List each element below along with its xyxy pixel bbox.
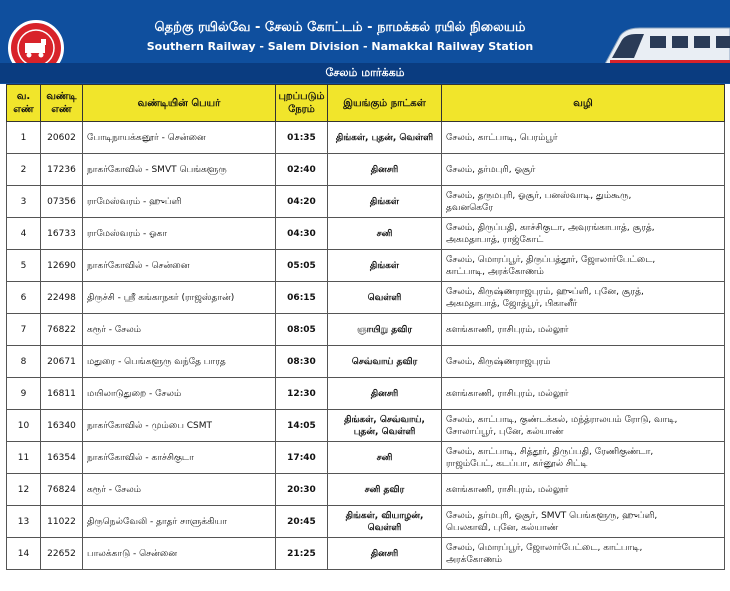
route-cell: களங்காணி, ராசிபுரம், மல்லூர் <box>442 474 725 506</box>
train-name-cell: கரூர் - சேலம் <box>83 314 276 346</box>
train-number-cell: 17236 <box>41 154 83 186</box>
running-days-cell: சனி <box>328 218 442 250</box>
route-cell: சேலம், காட்பாடி, சித்தூர், திருப்பதி, ரேணிகுண்டா, ராஜம்பேட், கடப்பா, கர்னூல் சிட்டி <box>442 442 725 474</box>
departure-time-cell: 08:30 <box>276 346 328 378</box>
serial-cell: 11 <box>7 442 41 474</box>
table-row <box>7 378 725 410</box>
route-cell: சேலம், தருமபுரி, ஓசூர், பனஸ்வாடி, தும்கூரு, தவனகெரே <box>442 186 725 218</box>
serial-cell: 6 <box>7 282 41 314</box>
running-days-cell: வெள்ளி <box>328 282 442 314</box>
running-days-cell: திங்கள், புதன், வெள்ளி <box>328 122 442 154</box>
serial-cell: 8 <box>7 346 41 378</box>
train-name-cell: நாகர்கோவில் - மும்பை CSMT <box>83 410 276 442</box>
route-cell: சேலம், கிருஷ்ணராஜபுரம், ஹுப்ளி, புனே, சூரத், அகமதாபாத், ஜோத்பூர், பிகானீர் <box>442 282 725 314</box>
train-name-cell: நாகர்கோவில் - காச்சிகுடா <box>83 442 276 474</box>
col-header-serial: வ. எண் <box>7 85 41 122</box>
route-banner <box>0 63 730 83</box>
departure-time-cell: 20:30 <box>276 474 328 506</box>
route-cell: சேலம், மொரப்பூர், திருப்பத்தூர், ஜோலார்பேட்டை, காட்பாடி, அரக்கோணம் <box>442 250 725 282</box>
train-number-cell: 16340 <box>41 410 83 442</box>
departure-time-cell: 04:20 <box>276 186 328 218</box>
train-number-cell: 11022 <box>41 506 83 538</box>
col-header-train-number: வண்டி எண் <box>41 85 83 122</box>
route-cell: சேலம், தர்மபுரி, ஓசூர், SMVT பெங்களூரு, ஹுப்ளி, பெலகாவி, புனே, கல்யாண் <box>442 506 725 538</box>
train-number-cell: 07356 <box>41 186 83 218</box>
train-number-cell: 16354 <box>41 442 83 474</box>
serial-cell: 4 <box>7 218 41 250</box>
train-number-cell: 20602 <box>41 122 83 154</box>
train-number-cell: 22652 <box>41 538 83 570</box>
route-cell: களங்காணி, ராசிபுரம், மல்லூர் <box>442 378 725 410</box>
timetable <box>6 84 725 570</box>
locomotive-icon <box>16 28 56 68</box>
running-days-cell: திங்கள் <box>328 250 442 282</box>
route-label: சேலம் மார்க்கம் <box>325 66 405 79</box>
departure-time-cell: 14:05 <box>276 410 328 442</box>
col-header-running-days: இயங்கும் நாட்கள் <box>328 85 442 122</box>
col-header-departure-time: புறப்படும் நேரம் <box>276 85 328 122</box>
table-row <box>7 250 725 282</box>
train-name-cell: பாலக்காடு - சென்னை <box>83 538 276 570</box>
table-row <box>7 186 725 218</box>
table-row <box>7 346 725 378</box>
departure-time-cell: 05:05 <box>276 250 328 282</box>
departure-time-cell: 04:30 <box>276 218 328 250</box>
running-days-cell: திங்கள், வியாழன், வெள்ளி <box>328 506 442 538</box>
train-number-cell: 76822 <box>41 314 83 346</box>
running-days-cell: சனி <box>328 442 442 474</box>
table-row <box>7 154 725 186</box>
serial-cell: 12 <box>7 474 41 506</box>
serial-cell: 13 <box>7 506 41 538</box>
page-header <box>0 0 730 84</box>
header-title-tamil: தெற்கு ரயில்வே - சேலம் கோட்டம் - நாமக்கல் ரயில் நிலையம் <box>154 20 526 35</box>
departure-time-cell: 17:40 <box>276 442 328 474</box>
table-header-row <box>7 85 725 122</box>
route-cell: சேலம், காட்பாடி, பெரம்பூர் <box>442 122 725 154</box>
train-number-cell: 16733 <box>41 218 83 250</box>
train-number-cell: 22498 <box>41 282 83 314</box>
serial-cell: 14 <box>7 538 41 570</box>
col-header-train-name: வண்டியின் பெயர் <box>83 85 276 122</box>
train-number-cell: 76824 <box>41 474 83 506</box>
departure-time-cell: 21:25 <box>276 538 328 570</box>
train-name-cell: நாகர்கோவில் - சென்னை <box>83 250 276 282</box>
table-row <box>7 122 725 154</box>
table-row <box>7 218 725 250</box>
table-row <box>7 410 725 442</box>
running-days-cell: ஞாயிறு தவிர <box>328 314 442 346</box>
train-name-cell: திருச்சி - ஸ்ரீ கங்காநகர் (ராஜஸ்தான்) <box>83 282 276 314</box>
route-cell: சேலம், மொரப்பூர், ஜோலார்பேட்டை, காட்பாடி, அரக்கோணம் <box>442 538 725 570</box>
departure-time-cell: 20:45 <box>276 506 328 538</box>
route-cell: சேலம், தர்மபுரி, ஓசூர் <box>442 154 725 186</box>
train-name-cell: திருநெல்வேலி - தாதர் சாளுக்கியா <box>83 506 276 538</box>
train-name-cell: ராமேஸ்வரம் - ஹுப்ளி <box>83 186 276 218</box>
table-row <box>7 538 725 570</box>
departure-time-cell: 12:30 <box>276 378 328 410</box>
train-name-cell: போடிநாயக்கனூர் - சென்னை <box>83 122 276 154</box>
table-row <box>7 442 725 474</box>
serial-cell: 1 <box>7 122 41 154</box>
train-number-cell: 20671 <box>41 346 83 378</box>
serial-cell: 3 <box>7 186 41 218</box>
running-days-cell: திங்கள் <box>328 186 442 218</box>
table-body <box>7 122 725 570</box>
table-row <box>7 474 725 506</box>
table-row <box>7 314 725 346</box>
route-cell: சேலம், திருப்பதி, காச்சிகுடா, அவுரங்காபாத், சூரத், அகமதாபாத், ராஜ்கோட் <box>442 218 725 250</box>
train-name-cell: கரூர் - சேலம் <box>83 474 276 506</box>
train-number-cell: 12690 <box>41 250 83 282</box>
running-days-cell: தினசரி <box>328 538 442 570</box>
col-header-route: வழி <box>442 85 725 122</box>
header-title-english: Southern Railway - Salem Division - Namakkal Railway Station <box>146 40 534 53</box>
running-days-cell: தினசரி <box>328 154 442 186</box>
running-days-cell: தினசரி <box>328 378 442 410</box>
serial-cell: 10 <box>7 410 41 442</box>
table-row <box>7 282 725 314</box>
departure-time-cell: 02:40 <box>276 154 328 186</box>
serial-cell: 9 <box>7 378 41 410</box>
train-name-cell: நாகர்கோவில் - SMVT பெங்களூரு <box>83 154 276 186</box>
route-cell: சேலம், காட்பாடி, குண்டக்கல், மந்த்ராலயம் ரோடு, வாடி, சோலாப்பூர், புனே, கல்யாண் <box>442 410 725 442</box>
running-days-cell: திங்கள், செவ்வாய், புதன், வெள்ளி <box>328 410 442 442</box>
departure-time-cell: 01:35 <box>276 122 328 154</box>
departure-time-cell: 08:05 <box>276 314 328 346</box>
train-name-cell: ராமேஸ்வரம் - ஓகா <box>83 218 276 250</box>
route-cell: சேலம், கிருஷ்ணராஜபுரம் <box>442 346 725 378</box>
train-name-cell: மயிலாடுதுறை - சேலம் <box>83 378 276 410</box>
running-days-cell: சனி தவிர <box>328 474 442 506</box>
departure-time-cell: 06:15 <box>276 282 328 314</box>
route-cell: களங்காணி, ராசிபுரம், மல்லூர் <box>442 314 725 346</box>
serial-cell: 2 <box>7 154 41 186</box>
train-number-cell: 16811 <box>41 378 83 410</box>
serial-cell: 5 <box>7 250 41 282</box>
table-row <box>7 506 725 538</box>
serial-cell: 7 <box>7 314 41 346</box>
running-days-cell: செவ்வாய் தவிர <box>328 346 442 378</box>
train-name-cell: மதுரை - பெங்களூரு வந்தே பாரத <box>83 346 276 378</box>
